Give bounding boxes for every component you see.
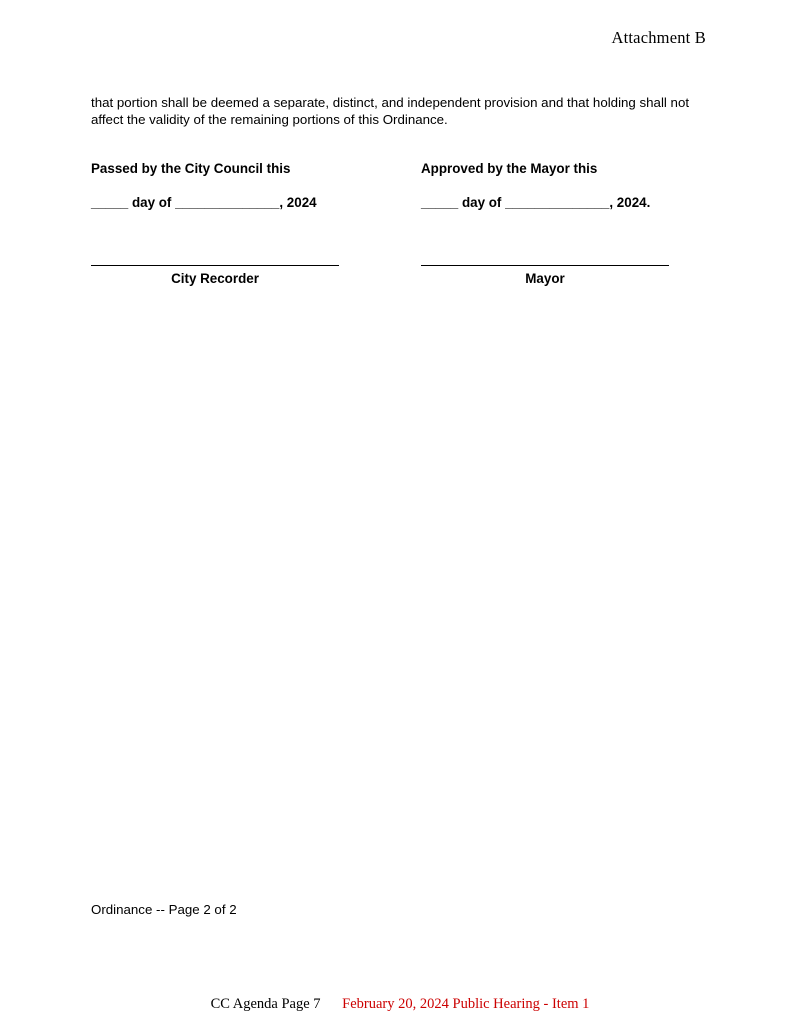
mayor-title: Mayor <box>525 271 565 286</box>
council-date-line: _____ day of ______________, 2024 <box>91 195 317 210</box>
body-paragraph: that portion shall be deemed a separate, distinct, and independent provision and that holding shall not affect the validity of the remaining portions of this Ordinance. <box>91 95 690 127</box>
mayor-approved-heading: Approved by the Mayor this <box>421 161 598 176</box>
signature-block <box>91 160 711 212</box>
signature-lines <box>91 265 711 287</box>
city-recorder-signature-rule <box>91 265 339 266</box>
signature-column-left <box>91 160 421 212</box>
city-recorder-title: City Recorder <box>171 271 259 286</box>
signature-columns <box>91 160 711 212</box>
council-passed-heading: Passed by the City Council this <box>91 161 291 176</box>
mayor-date-line: _____ day of ______________, 2024. <box>421 195 651 210</box>
attachment-label: Attachment B <box>611 28 706 47</box>
ordinance-page-label: Ordinance -- Page 2 of 2 <box>91 902 237 917</box>
footer-agenda-page: CC Agenda Page 7 <box>210 996 321 1012</box>
document-footer <box>0 996 800 1013</box>
signature-column-right <box>421 160 711 212</box>
footer-hearing-item: February 20, 2024 Public Hearing - Item 1 <box>342 996 590 1012</box>
mayor-signature-rule <box>421 265 669 266</box>
signature-line-right <box>421 265 711 287</box>
signature-lines-row <box>91 265 711 287</box>
signature-line-left <box>91 265 421 287</box>
